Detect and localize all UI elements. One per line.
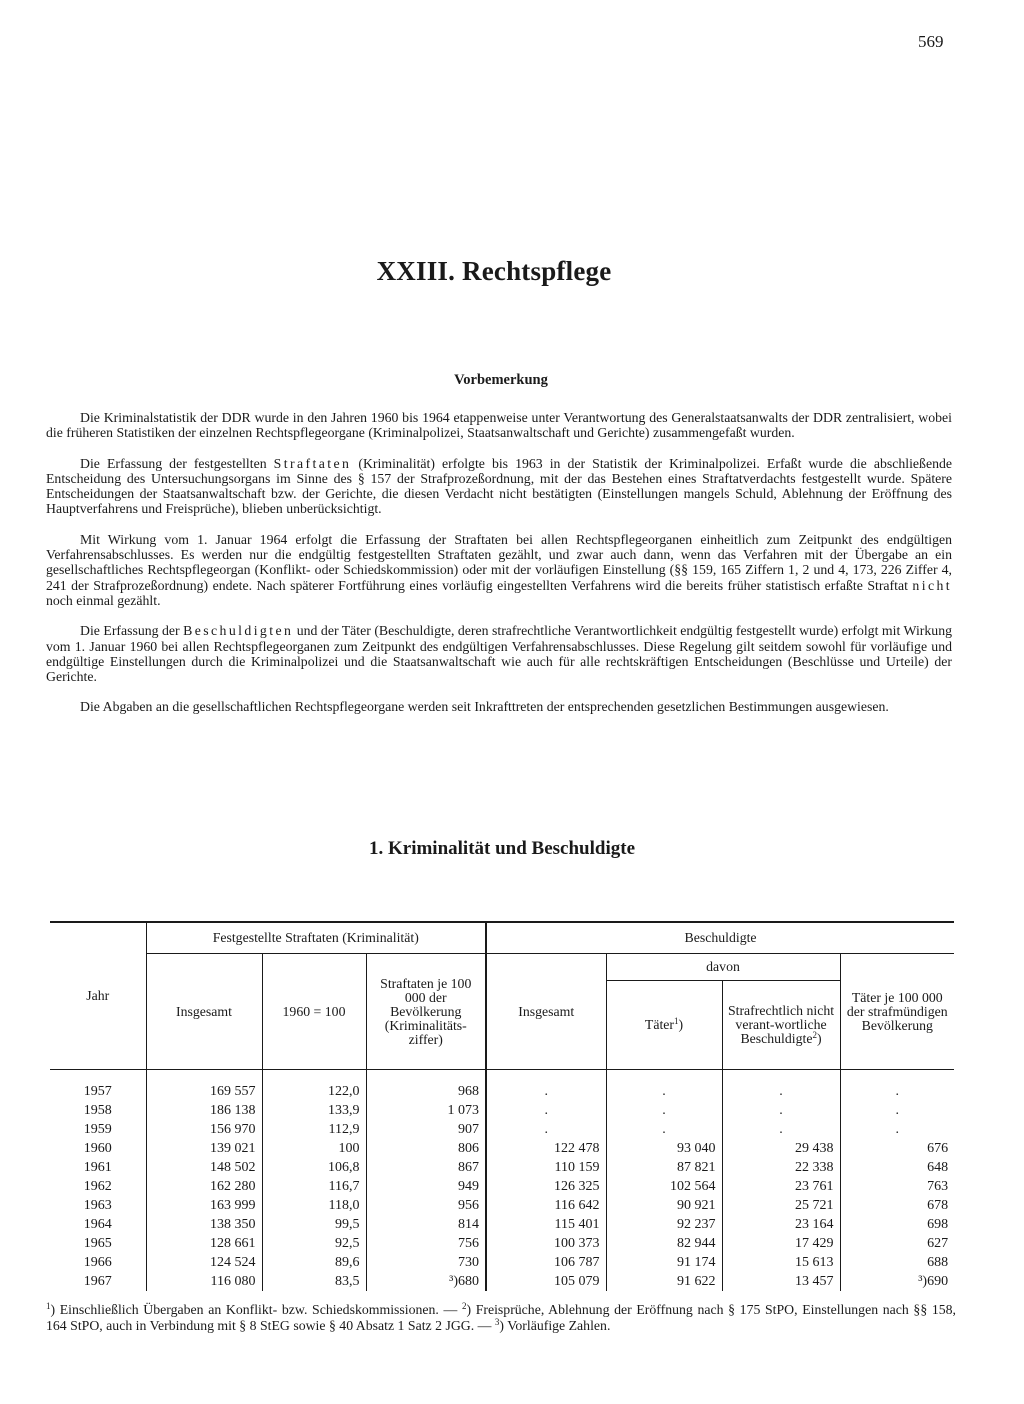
cell-taeter: 91 622 (606, 1272, 722, 1291)
cell-straftaten-insgesamt: 156 970 (146, 1120, 262, 1139)
col-header-insgesamt: Insgesamt (146, 954, 262, 1070)
footnote-marker: 1 (46, 1301, 51, 1311)
cell-index: 99,5 (262, 1215, 366, 1234)
cell-kriminalitaetsziffer: 730 (366, 1253, 486, 1272)
cell-taeter: 102 564 (606, 1177, 722, 1196)
cell-straftaten-insgesamt: 139 021 (146, 1139, 262, 1158)
col-header-nicht-verantwortlich: Strafrechtlich nicht verant-wortliche Beschuldigte$^2$) (722, 981, 840, 1070)
cell-taeter-je-100000: 627 (840, 1234, 954, 1253)
footnote-marker: 2 (461, 1301, 467, 1311)
text-segment: Mit Wirkung vom 1. Januar 1964 erfolgt die Erfassung der Straftaten bei allen Rechtspflegeorganen einheitlich zum Zeitpunkt des endgültigen Verfahrensabschlusses. Es werden nur die endgültig festgestellten Straftaten gezählt, und zwar auch dann, wenn das Verfahren mit der Übergabe an ein gesellschaftliches Rechtspflegeorgan (Konflikt- oder Schiedskommission) oder mit der vorläufigen Einstellung (§§ 159, 165 Ziffern 1, 2 und 4, 173, 226 Ziffer 4, 241 der Strafprozeßordnung) endete. Nach späterer Fortführung eines vorläufig eingestellten Verfahrens wird die bereits früher statistisch erfaßte Straftat (46, 531, 952, 593)
cell-straftaten-insgesamt: 116 080 (146, 1272, 262, 1291)
cell-year: 1967 (83, 1274, 112, 1289)
cell-nicht-verantwortlich: 23 164 (722, 1215, 840, 1234)
text-segment: und der Täter (Beschuldigte, deren strafrechtliche Verantwortlichkeit endgültig festgestellt wurde) erfolgt mit Wirkung vom 1. Januar 1960 bei allen Rechtspflegeorganen zum Zeitpunkt des endgültigen Verfahrensabschlusses. Diese Regelung gilt seitdem sowohl für vorläufige und endgültige Einstellungen durch die Kriminalpolizei und die Staatsanwaltschaft wie auch für alle rechtskräftigen Entscheidungen (Beschlüsse und Urteile) der Gerichte. (46, 623, 952, 685)
footnote-marker: 1 (674, 1016, 679, 1026)
cell-straftaten-insgesamt: 162 280 (146, 1177, 262, 1196)
cell-index: 92,5 (262, 1234, 366, 1253)
cell-year: 1966 (83, 1255, 112, 1270)
cell-beschuldigte-insgesamt: 110 159 (486, 1158, 606, 1177)
section-title: 1. Kriminalität und Beschuldigte (368, 838, 636, 859)
cell-beschuldigte-insgesamt: 116 642 (486, 1196, 606, 1215)
header-label: Strafrechtlich nicht verant-wortliche Beschuldigte (727, 1003, 835, 1046)
table-row (50, 1139, 954, 1158)
cell-taeter-je-100000: 763 (840, 1177, 954, 1196)
table-row (50, 1101, 954, 1120)
text-segment: Die Erfassung der festgestellten (80, 455, 274, 471)
cell-straftaten-insgesamt: 169 557 (146, 1070, 262, 1102)
cell-taeter: 92 237 (606, 1215, 722, 1234)
cell-year: 1963 (83, 1198, 112, 1213)
col-header-kriminalitaetsziffer: Straftaten je 100 000 der Bevölkerung (Kriminalitäts-ziffer) (366, 954, 486, 1070)
preface-heading: Vorbemerkung (454, 372, 548, 388)
cell-taeter: 82 944 (606, 1234, 722, 1253)
cell-kriminalitaetsziffer: 949 (366, 1177, 486, 1196)
cell-taeter-je-100000: . (840, 1120, 954, 1139)
preface-paragraph (46, 623, 952, 684)
col-header-index: 1960 = 100 (262, 954, 366, 1070)
cell-kriminalitaetsziffer: 756 (366, 1234, 486, 1253)
cell-index: 112,9 (262, 1120, 366, 1139)
statistics-table (50, 921, 954, 1291)
cell-year: 1965 (83, 1236, 112, 1251)
cell-nicht-verantwortlich: 23 761 (722, 1177, 840, 1196)
cell-year: 1962 (83, 1179, 112, 1194)
cell-taeter-je-100000: . (840, 1070, 954, 1102)
cell-kriminalitaetsziffer: ³)680 (366, 1272, 486, 1291)
cell-index: 133,9 (262, 1101, 366, 1120)
cell-taeter: . (606, 1101, 722, 1120)
cell-beschuldigte-insgesamt: . (486, 1101, 606, 1120)
text-segment: Die Erfassung der (80, 623, 184, 639)
cell-index: 122,0 (262, 1070, 366, 1102)
cell-taeter-je-100000: . (840, 1101, 954, 1120)
preface-paragraph (46, 456, 952, 517)
cell-nicht-verantwortlich: . (722, 1120, 840, 1139)
cell-index: 116,7 (262, 1177, 366, 1196)
preface-paragraph (46, 532, 952, 608)
cell-taeter: 93 040 (606, 1139, 722, 1158)
col-header-taeter: Täter$^1$) (606, 981, 722, 1070)
cell-index: 106,8 (262, 1158, 366, 1177)
table-row (50, 1177, 954, 1196)
preface-paragraph: Die Kriminalstatistik der DDR wurde in den Jahren 1960 bis 1964 etappenweise unter Verantwortung des Generalstaatsanwalts der DDR zentralisiert, wobei die früheren Statistiken der einzelnen Rechtspflegeorgane (Kriminalpolizei, Staatsanwaltschaft und Gerichte) zusammengefaßt wurden. (46, 410, 952, 441)
header-label: Täter (644, 1017, 675, 1032)
table-row (50, 1158, 954, 1177)
cell-taeter: . (606, 1070, 722, 1102)
chapter-title: XXIII. Rechtspflege (376, 256, 612, 286)
cell-index: 83,5 (262, 1272, 366, 1291)
preface-text (46, 410, 952, 730)
cell-taeter-je-100000: 678 (840, 1196, 954, 1215)
table-row (50, 1272, 954, 1291)
cell-year: 1957 (83, 1084, 112, 1099)
cell-nicht-verantwortlich: . (722, 1070, 840, 1102)
cell-beschuldigte-insgesamt: 106 787 (486, 1253, 606, 1272)
table-row (50, 1253, 954, 1272)
cell-beschuldigte-insgesamt: 100 373 (486, 1234, 606, 1253)
footnote-marker: 3 (494, 1317, 500, 1327)
table-row (50, 1196, 954, 1215)
cell-nicht-verantwortlich: 22 338 (722, 1158, 840, 1177)
emphasis-spaced: Straftaten (273, 455, 352, 471)
cell-kriminalitaetsziffer: 968 (366, 1070, 486, 1102)
cell-year: 1960 (83, 1141, 112, 1156)
cell-straftaten-insgesamt: 148 502 (146, 1158, 262, 1177)
emphasis-spaced: Beschuldigten (183, 623, 294, 639)
cell-taeter: 91 174 (606, 1253, 722, 1272)
cell-beschuldigte-insgesamt: 105 079 (486, 1272, 606, 1291)
cell-kriminalitaetsziffer: 806 (366, 1139, 486, 1158)
cell-straftaten-insgesamt: 124 524 (146, 1253, 262, 1272)
cell-straftaten-insgesamt: 163 999 (146, 1196, 262, 1215)
group-header-davon: davon (606, 954, 840, 981)
cell-straftaten-insgesamt: 186 138 (146, 1101, 262, 1120)
cell-taeter-je-100000: ³)690 (840, 1272, 954, 1291)
table-row (50, 1070, 954, 1102)
footnotes (46, 1302, 956, 1334)
text-segment: (Kriminalität) erfolgte bis 1963 in der Statistik der Kriminalpolizei. Erfaßt wurde die abschließende Entscheidung des Untersuchungsorgans im Sinne des § 157 der Strafprozeßordnung, mit der das Bestehen eines Straftatverdachts festgestellt wurde. Spätere Entscheidungen der Staatsanwaltschaft bzw. der Gerichte, die diesen Verdacht nicht bestätigten (Einstellungen mangels Schuld, Ablehnung der Eröffnung des Hauptverfahrens und Freisprüche), blieben unberücksichtigt. (46, 455, 952, 517)
cell-taeter-je-100000: 688 (840, 1253, 954, 1272)
group-header-straftaten: Festgestellte Straftaten (Kriminalität) (146, 922, 486, 954)
cell-kriminalitaetsziffer: 867 (366, 1158, 486, 1177)
cell-year: 1959 (83, 1122, 112, 1137)
cell-nicht-verantwortlich: 25 721 (722, 1196, 840, 1215)
cell-nicht-verantwortlich: 13 457 (722, 1272, 840, 1291)
cell-year: 1961 (83, 1160, 112, 1175)
cell-nicht-verantwortlich: 29 438 (722, 1139, 840, 1158)
cell-beschuldigte-insgesamt: 122 478 (486, 1139, 606, 1158)
cell-beschuldigte-insgesamt: 126 325 (486, 1177, 606, 1196)
table-body (50, 1070, 954, 1292)
footnote-2: ) Freisprüche, Ablehnung der Eröffnung nach § 175 StPO, Einstellungen nach §§ 158, 164 StPO, auch in Verbindung mit § 8 StEG sowie § 40 Absatz 1 Satz 2 JGG. — (46, 1302, 956, 1333)
text-segment: noch einmal gezählt. (46, 592, 161, 608)
cell-year: 1958 (83, 1103, 112, 1118)
cell-nicht-verantwortlich: 17 429 (722, 1234, 840, 1253)
statistics-table-container (50, 921, 954, 1291)
cell-index: 89,6 (262, 1253, 366, 1272)
footnote-marker: 2 (812, 1030, 817, 1040)
cell-beschuldigte-insgesamt: . (486, 1120, 606, 1139)
cell-index: 118,0 (262, 1196, 366, 1215)
group-header-beschuldigte: Beschuldigte (486, 922, 954, 954)
cell-index: 100 (262, 1139, 366, 1158)
preface-paragraph: Die Abgaben an die gesellschaftlichen Rechtspflegeorgane werden seit Inkrafttreten der entsprechenden gesetzlichen Bestimmungen ausgewiesen. (80, 699, 889, 715)
footnote-1: ) Einschließlich Übergaben an Konflikt- bzw. Schiedskommissionen. — (50, 1302, 462, 1317)
table-row (50, 1120, 954, 1139)
col-header-beschuldigte-insgesamt: Insgesamt (486, 954, 606, 1070)
cell-taeter-je-100000: 698 (840, 1215, 954, 1234)
cell-taeter-je-100000: 676 (840, 1139, 954, 1158)
cell-year: 1964 (83, 1217, 112, 1232)
cell-taeter: 87 821 (606, 1158, 722, 1177)
cell-taeter: . (606, 1120, 722, 1139)
cell-kriminalitaetsziffer: 1 073 (366, 1101, 486, 1120)
cell-taeter-je-100000: 648 (840, 1158, 954, 1177)
cell-straftaten-insgesamt: 138 350 (146, 1215, 262, 1234)
footnote-3: ) Vorläufige Zahlen. (499, 1318, 611, 1333)
cell-kriminalitaetsziffer: 907 (366, 1120, 486, 1139)
table-row (50, 1234, 954, 1253)
cell-kriminalitaetsziffer: 956 (366, 1196, 486, 1215)
cell-taeter: 90 921 (606, 1196, 722, 1215)
table-row (50, 1215, 954, 1234)
cell-nicht-verantwortlich: 15 613 (722, 1253, 840, 1272)
cell-nicht-verantwortlich: . (722, 1101, 840, 1120)
col-header-taeter-je-100000: Täter je 100 000 der strafmündigen Bevölkerung (840, 954, 954, 1070)
cell-kriminalitaetsziffer: 814 (366, 1215, 486, 1234)
col-header-jahr: Jahr (50, 922, 146, 1070)
emphasis-spaced: nicht (912, 577, 952, 593)
cell-beschuldigte-insgesamt: 115 401 (486, 1215, 606, 1234)
page-number: 569 (918, 32, 944, 51)
cell-beschuldigte-insgesamt: . (486, 1070, 606, 1102)
cell-straftaten-insgesamt: 128 661 (146, 1234, 262, 1253)
